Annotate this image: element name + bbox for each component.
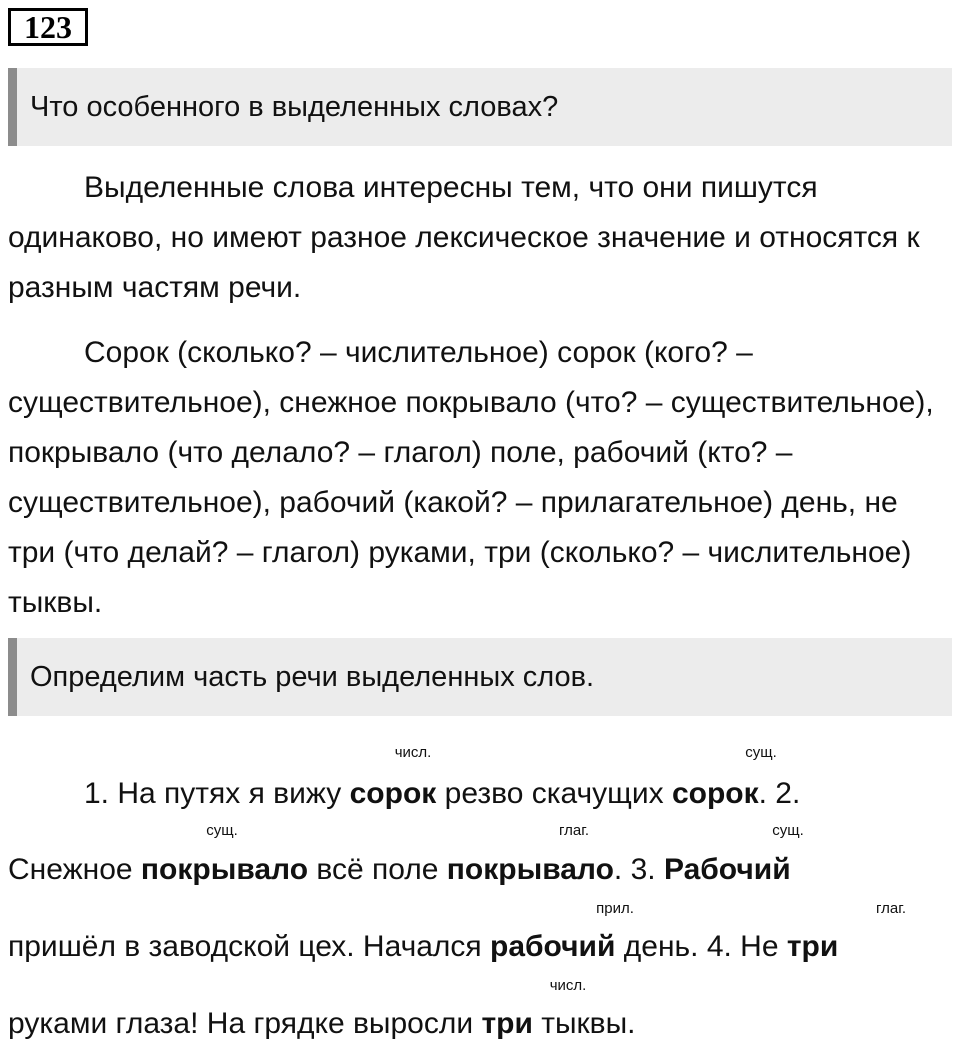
answer-text: Сорок (сколько? – числительное) сорок (кого? – существительное), снежное покрывало (что? – существительное), покрывало (что делало? – глагол) поле, рабочий (кто? – существительное), рабочий (какой? – прилагательное) день, не три (что делай? – глагол) руками, три (сколько? – числительное) тыквы. (8, 336, 934, 619)
text-fragment: день. 4. Не (615, 930, 787, 963)
text-fragment: всё поле (308, 853, 447, 886)
text-fragment: 1. На путях я вижу (84, 777, 350, 810)
sentence-line (8, 774, 952, 814)
highlighted-word: Рабочий (663, 853, 791, 886)
highlighted-word: три (481, 1007, 533, 1040)
annotation-row (8, 744, 952, 766)
pos-label: прил. (596, 900, 634, 917)
pos-label: глаг. (875, 900, 907, 917)
text-fragment: Снежное (8, 853, 141, 886)
answer-text: Выделенные слова интересны тем, что они пишутся одинаково, но имеют разное лексическое значение и относятся к разным частям речи. (8, 171, 920, 304)
pos-label: числ. (549, 977, 587, 994)
highlighted-word: покрывало (140, 853, 309, 886)
highlighted-word: рабочий (490, 930, 616, 963)
sentence-line (8, 850, 952, 890)
text-fragment: тыквы. (532, 1007, 636, 1040)
answer-paragraph-parts-of-speech (8, 328, 948, 628)
text-fragment: резво скачущих (436, 777, 672, 810)
highlighted-word: три (786, 930, 839, 963)
question-block (8, 68, 952, 146)
pos-label: числ. (394, 744, 432, 761)
text-fragment: . 3. (613, 853, 664, 886)
annotation-row (8, 977, 952, 999)
answer-paragraph (8, 163, 948, 313)
pos-label: глаг. (558, 822, 590, 839)
annotation-row (8, 822, 952, 844)
highlighted-word: сорок (349, 777, 437, 810)
pos-label: сущ. (772, 822, 804, 839)
highlighted-word: покрывало (446, 853, 614, 886)
question-text: Определим часть речи выделенных слов. (30, 660, 595, 693)
question-text: Что особенного в выделенных словах? (30, 90, 559, 123)
pos-label: сущ. (745, 744, 777, 761)
annotation-row (8, 900, 952, 922)
highlighted-word: сорок (671, 777, 759, 810)
text-fragment: руками глаза! На грядке выросли (8, 1007, 482, 1040)
pos-label: сущ. (206, 822, 238, 839)
sentence-line (8, 927, 952, 967)
sentence-line (8, 1004, 952, 1044)
question-block (8, 638, 952, 716)
text-fragment: . 2. (758, 777, 801, 810)
exercise-number: 123 (8, 8, 88, 46)
text-fragment: пришёл в заводской цех. Начался (8, 930, 490, 963)
